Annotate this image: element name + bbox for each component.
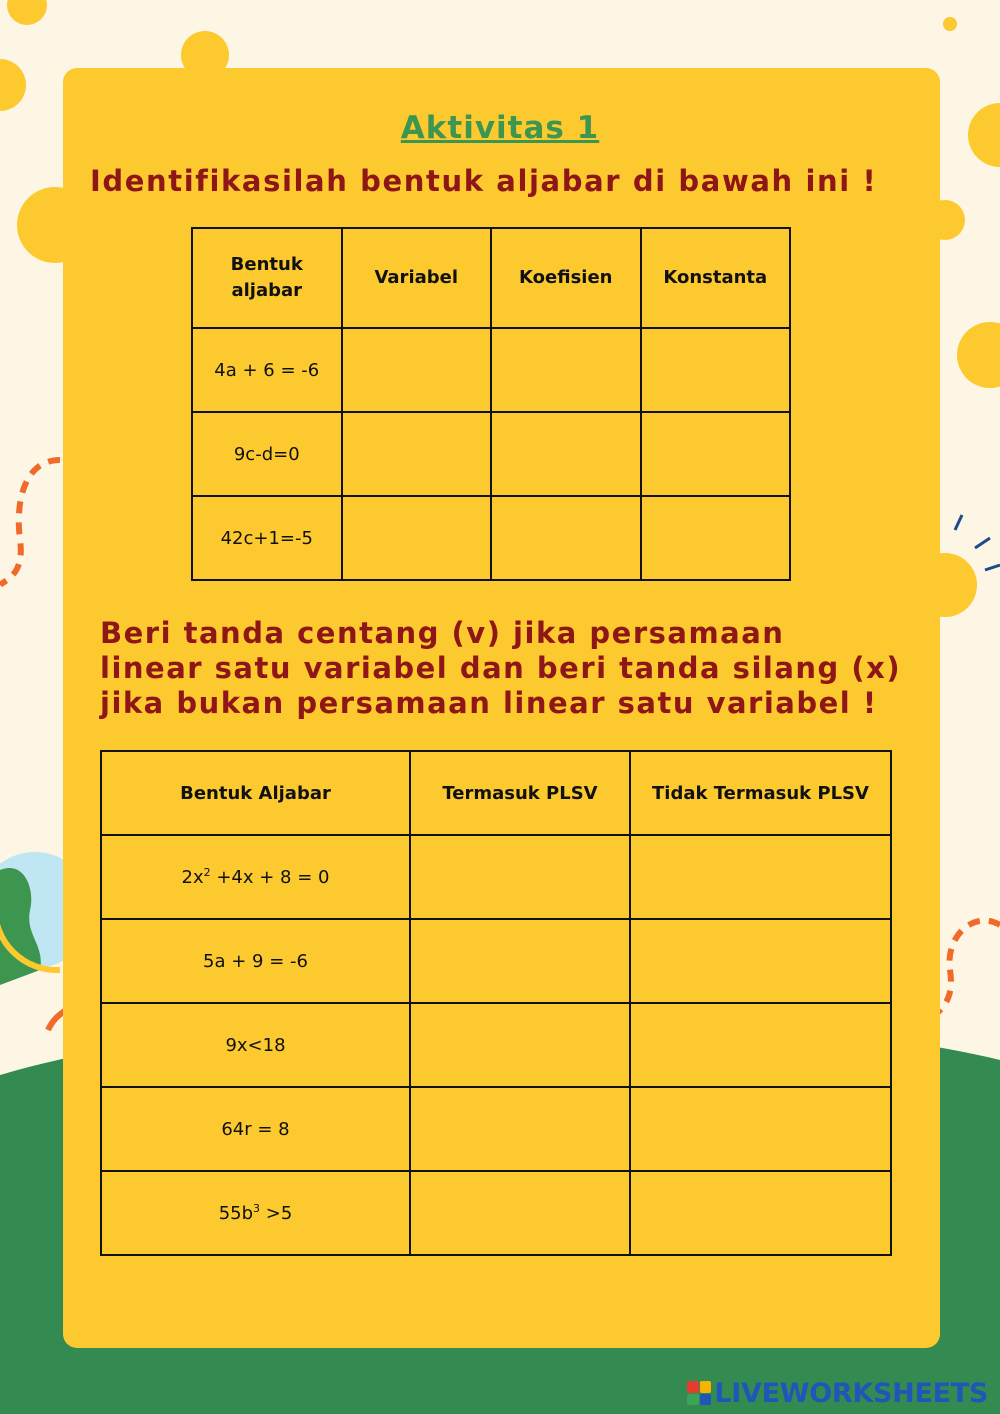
- expression-cell: 42c+1=-5: [192, 496, 342, 580]
- answer-cell-tidak-termasuk[interactable]: [630, 1003, 891, 1087]
- answer-cell-termasuk[interactable]: [410, 1003, 630, 1087]
- answer-cell-koefisien[interactable]: [491, 496, 641, 580]
- table-row: [101, 835, 891, 919]
- expression-cell: 64r = 8: [101, 1087, 410, 1171]
- expression-cell: $2x^2 +4x + 8 = 0$: [101, 835, 410, 919]
- table-row: [192, 412, 790, 496]
- brand-watermark: [687, 1378, 988, 1408]
- instruction-identify: Identifikasilah bentuk aljabar di bawah ini !: [90, 164, 878, 198]
- answer-cell-konstanta[interactable]: [641, 496, 791, 580]
- instruction-line: linear satu variabel dan beri tanda silang (x): [100, 651, 902, 685]
- expression-cell: 9x<18: [101, 1003, 410, 1087]
- table-row: [101, 1087, 891, 1171]
- expression-cell: $55b^3 >5$: [101, 1171, 410, 1255]
- plsv-classification-table: [100, 750, 892, 1256]
- answer-cell-konstanta[interactable]: [641, 412, 791, 496]
- answer-cell-koefisien[interactable]: [491, 328, 641, 412]
- dashed-squiggle: [0, 460, 60, 585]
- answer-cell-termasuk[interactable]: [410, 919, 630, 1003]
- answer-cell-termasuk[interactable]: [410, 1171, 630, 1255]
- table-row: [101, 1171, 891, 1255]
- table-row: [101, 919, 891, 1003]
- header-bentuk-aljabar: Bentuk aljabar: [192, 228, 342, 328]
- answer-cell-variabel[interactable]: [342, 328, 492, 412]
- algebra-identification-table: [191, 227, 791, 581]
- header-koefisien: Koefisien: [491, 228, 641, 328]
- answer-cell-variabel[interactable]: [342, 496, 492, 580]
- answer-cell-tidak-termasuk[interactable]: [630, 919, 891, 1003]
- answer-cell-termasuk[interactable]: [410, 835, 630, 919]
- table-row: [192, 328, 790, 412]
- header-termasuk-plsv: Termasuk PLSV: [410, 751, 630, 835]
- instruction-line: jika bukan persamaan linear satu variabel !: [100, 686, 878, 720]
- brand-name: LIVEWORKSHEETS: [714, 1377, 988, 1409]
- answer-cell-termasuk[interactable]: [410, 1087, 630, 1171]
- header-tidak-termasuk-plsv: Tidak Termasuk PLSV: [630, 751, 891, 835]
- header-variabel: Variabel: [342, 228, 492, 328]
- expression-cell: 4a + 6 = -6: [192, 328, 342, 412]
- instruction-line: Beri tanda centang (v) jika persamaan: [100, 616, 785, 650]
- answer-cell-konstanta[interactable]: [641, 328, 791, 412]
- expression-cell: 5a + 9 = -6: [101, 919, 410, 1003]
- liveworksheets-logo-icon: [687, 1381, 711, 1405]
- answer-cell-tidak-termasuk[interactable]: [630, 1087, 891, 1171]
- dashed-squiggle: [935, 921, 1000, 1015]
- page-title: Aktivitas 1: [400, 110, 600, 146]
- answer-cell-koefisien[interactable]: [491, 412, 641, 496]
- answer-cell-tidak-termasuk[interactable]: [630, 1171, 891, 1255]
- instruction-plsv: [100, 616, 930, 721]
- blob: [7, 0, 47, 25]
- header-konstanta: Konstanta: [641, 228, 791, 328]
- answer-cell-tidak-termasuk[interactable]: [630, 835, 891, 919]
- blob: [957, 322, 1000, 388]
- blob: [0, 59, 26, 111]
- table-row: [192, 496, 790, 580]
- blob: [943, 17, 957, 31]
- expression-cell: 9c-d=0: [192, 412, 342, 496]
- table-row: [101, 1003, 891, 1087]
- header-bentuk-aljabar: Bentuk Aljabar: [101, 751, 410, 835]
- answer-cell-variabel[interactable]: [342, 412, 492, 496]
